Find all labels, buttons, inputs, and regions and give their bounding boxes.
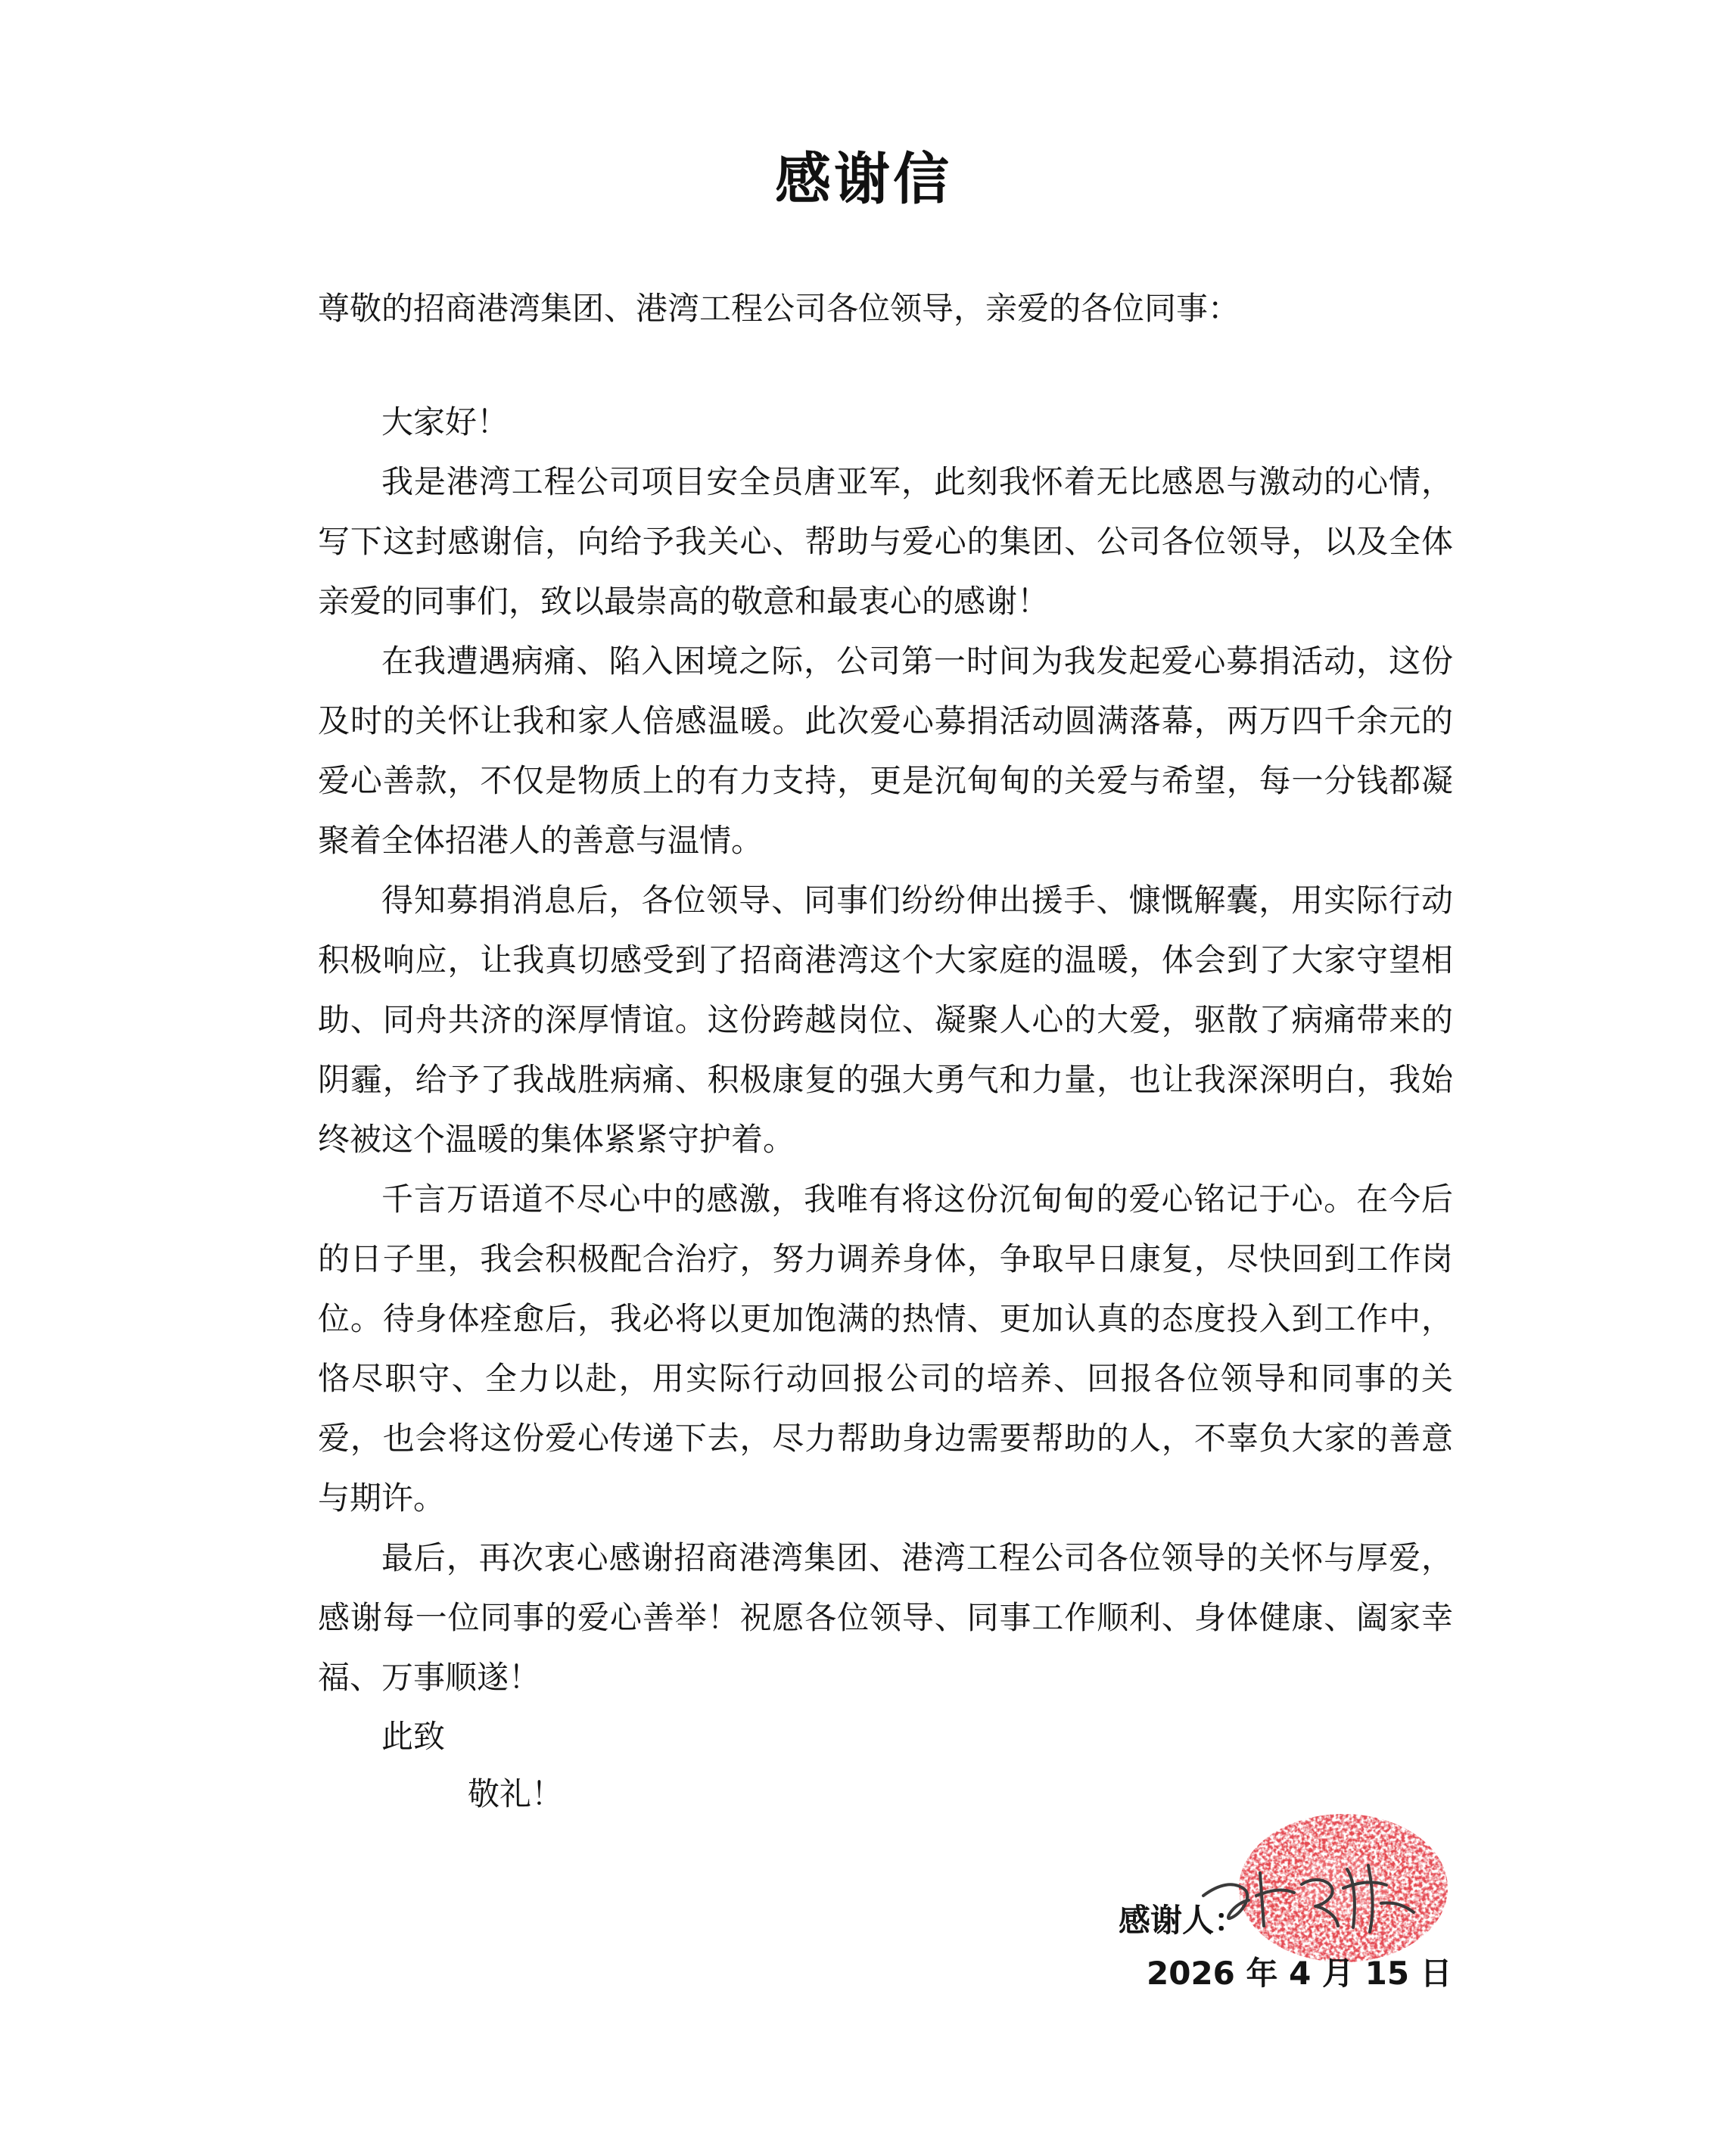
closing-salute: 敬礼！ bbox=[468, 1775, 564, 1812]
letter-paragraph: 我是港湾工程公司项目安全员唐亚军，此刻我怀着无比感恩与激动的心情，写下这封感谢信，向给予我关心、帮助与爱心的集团、公司各位领导，以及全体亲爱的同事们，致以最崇高的敬意和最衷心的感谢！ bbox=[318, 463, 1453, 620]
letter-body bbox=[318, 392, 1453, 1707]
letter-paragraph: 最后，再次衷心感谢招商港湾集团、港湾工程公司各位领导的关怀与厚爱，感谢每一位同事的爱心善举！祝愿各位领导、同事工作顺利、身体健康、阖家幸福、万事顺遂！ bbox=[318, 1539, 1453, 1696]
letter-date: 2026 年 4 月 15 日 bbox=[1147, 1955, 1452, 1992]
letter-paragraph: 在我遭遇病痛、陷入困境之际，公司第一时间为我发起爱心募捐活动，这份及时的关怀让我和家人倍感温暖。此次爱心募捐活动圆满落幕，两万四千余元的爱心善款，不仅是物质上的有力支持，更是沉甸甸的关爱与希望，每一分钱都凝聚着全体招港人的善意与温情。 bbox=[318, 642, 1453, 859]
signer-label: 感谢人： bbox=[1119, 1902, 1246, 1939]
letter-title: 感谢信 bbox=[775, 147, 952, 212]
letter-salutation: 尊敬的招商港湾集团、港湾工程公司各位领导，亲爱的各位同事： bbox=[318, 290, 1240, 327]
letter-paragraph: 得知募捐消息后，各位领导、同事们纷纷伸出援手、慷慨解囊，用实际行动积极响应，让我真切感受到了招商港湾这个大家庭的温暖，体会到了大家守望相助、同舟共济的深厚情谊。这份跨越岗位、凝聚人心的大爱，驱散了病痛带来的阴霾，给予了我战胜病痛、积极康复的强大勇气和力量，也让我深深明白，我始终被这个温暖的集体紧紧守护着。 bbox=[318, 882, 1453, 1158]
closing-greeting: 此致 bbox=[381, 1718, 446, 1755]
letter-paragraph: 大家好！ bbox=[381, 403, 509, 440]
letter-paragraph: 千言万语道不尽心中的感激，我唯有将这份沉甸甸的爱心铭记于心。在今后的日子里，我会积极配合治疗，努力调养身体，争取早日康复，尽快回到工作岗位。待身体痊愈后，我必将以更加饱满的热情、更加认真的态度投入到工作中，恪尽职守、全力以赴，用实际行动回报公司的培养、回报各位领导和同事的关爱，也会将这份爱心传递下去，尽力帮助身边需要帮助的人，不辜负大家的善意与期许。 bbox=[318, 1181, 1453, 1517]
